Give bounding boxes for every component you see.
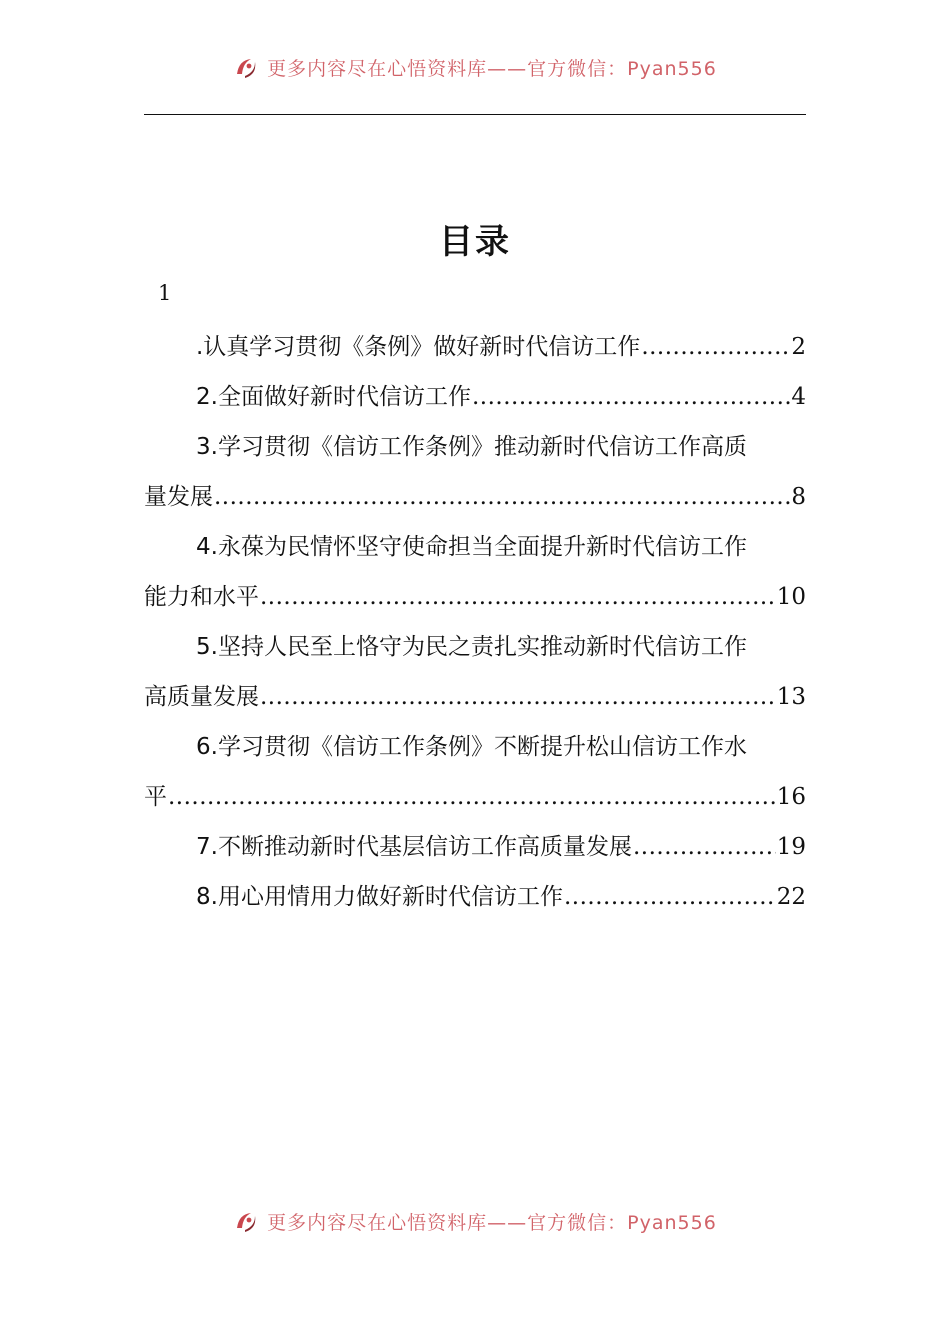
page-title: 目录 xyxy=(439,222,511,262)
toc-entry-line xyxy=(144,822,806,872)
toc-leader-dots xyxy=(633,822,776,872)
toc-leader-dots xyxy=(564,872,776,922)
toc-entry-title: 6.学习贯彻《信访工作条例》不断提升松山信访工作水 xyxy=(196,734,747,760)
toc-entry-line xyxy=(144,422,806,472)
toc-entry-line xyxy=(144,772,806,822)
footer-banner xyxy=(0,1206,950,1236)
toc-leader-dots xyxy=(214,472,790,522)
footer-banner-text: 更多内容尽在心悟资料库——官方微信：Pyan556 xyxy=(267,1211,717,1234)
table-of-contents xyxy=(144,322,806,922)
toc-entry-title: 平 xyxy=(144,784,167,810)
toc-entry[interactable] xyxy=(144,722,806,822)
toc-entry[interactable] xyxy=(144,322,806,372)
toc-entry-title: 高质量发展 xyxy=(144,684,259,710)
toc-entry-line xyxy=(144,622,806,672)
toc-entry-line xyxy=(144,722,806,772)
toc-leader-dots xyxy=(472,372,790,422)
header-banner xyxy=(0,52,950,82)
toc-entry-line xyxy=(144,372,806,422)
toc-entry-title: 5.坚持人民至上恪守为民之责扎实推动新时代信访工作 xyxy=(196,634,747,660)
toc-page-number: 19 xyxy=(776,834,806,860)
toc-entry-line xyxy=(144,572,806,622)
stray-number: 1 xyxy=(158,281,172,305)
toc-page-number: 8 xyxy=(791,484,806,510)
toc-leader-dots xyxy=(260,572,776,622)
toc-entry-title: 2.全面做好新时代信访工作 xyxy=(196,384,471,410)
toc-leader-dots xyxy=(168,772,776,822)
toc-page-number: 10 xyxy=(776,584,806,610)
toc-entry[interactable] xyxy=(144,372,806,422)
header-banner-text: 更多内容尽在心悟资料库——官方微信：Pyan556 xyxy=(267,57,717,80)
toc-entry[interactable] xyxy=(144,822,806,872)
toc-entry-title: 能力和水平 xyxy=(144,584,259,610)
toc-entry-title: 量发展 xyxy=(144,484,213,510)
toc-leader-dots xyxy=(641,322,790,372)
toc-leader-dots xyxy=(260,672,776,722)
toc-entry-line xyxy=(144,472,806,522)
toc-entry-line xyxy=(144,322,806,372)
toc-entry-title: .认真学习贯彻《条例》做好新时代信访工作 xyxy=(196,334,641,360)
toc-entry[interactable] xyxy=(144,622,806,722)
brand-logo-icon xyxy=(233,54,259,80)
toc-entry-title: 3.学习贯彻《信访工作条例》推动新时代信访工作高质 xyxy=(196,434,747,460)
toc-entry-line xyxy=(144,872,806,922)
toc-entry[interactable] xyxy=(144,872,806,922)
toc-page-number: 2 xyxy=(791,334,806,360)
toc-entry-title: 8.用心用情用力做好新时代信访工作 xyxy=(196,884,563,910)
toc-page-number: 22 xyxy=(776,884,806,910)
brand-logo-icon xyxy=(233,1208,259,1234)
toc-page-number: 4 xyxy=(791,384,806,410)
toc-entry-line xyxy=(144,672,806,722)
toc-page-number: 13 xyxy=(776,684,806,710)
toc-entry[interactable] xyxy=(144,522,806,622)
toc-page-number: 16 xyxy=(776,784,806,810)
toc-entry-line xyxy=(144,522,806,572)
toc-entry-title: 4.永葆为民情怀坚守使命担当全面提升新时代信访工作 xyxy=(196,534,747,560)
header-rule xyxy=(144,114,806,115)
toc-entry-title: 7.不断推动新时代基层信访工作高质量发展 xyxy=(196,834,632,860)
toc-entry[interactable] xyxy=(144,422,806,522)
